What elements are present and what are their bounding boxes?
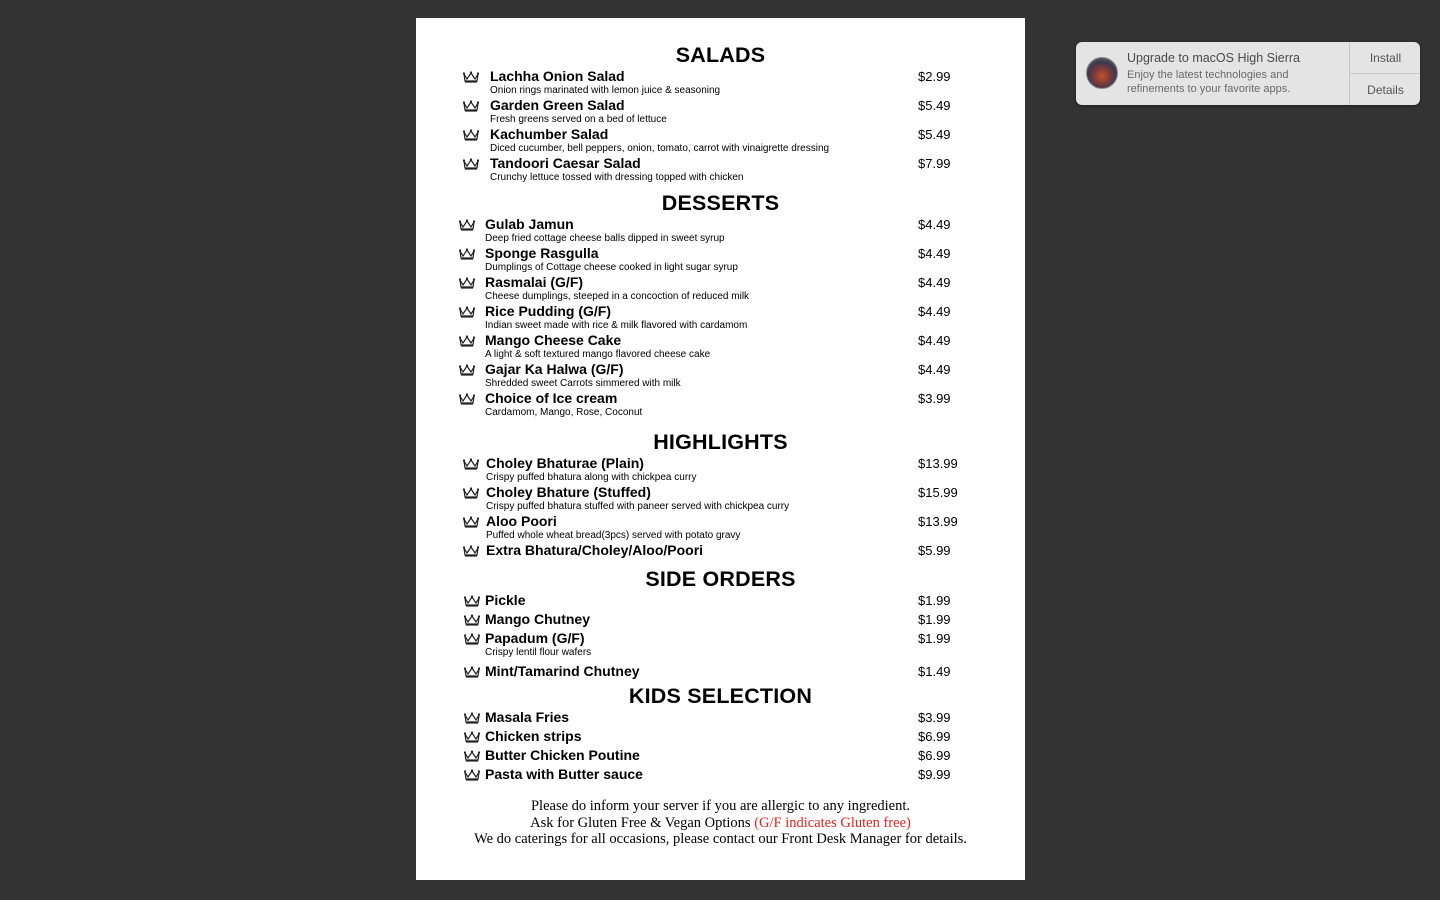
menu-item-price: $1.99 <box>918 631 951 646</box>
menu-item-price: $4.49 <box>918 275 951 290</box>
menu-item-price: $2.99 <box>918 69 951 84</box>
menu-item-description: Crispy puffed bhatura along with chickpea curry <box>486 472 697 483</box>
menu-item-description: Crispy lentil flour wafers <box>485 647 592 658</box>
menu-item-price: $1.99 <box>918 612 951 627</box>
crown-icon <box>464 594 480 606</box>
footer-catering-note: We do caterings for all occasions, please contact our Front Desk Manager for details. <box>474 831 967 847</box>
menu-item-name: Gajar Ka Halwa (G/F) <box>485 361 624 377</box>
notification-actions <box>1349 42 1420 105</box>
install-button[interactable]: Install <box>1350 42 1420 74</box>
menu-item-price: $3.99 <box>918 391 951 406</box>
menu-item-name: Rasmalai (G/F) <box>485 274 584 290</box>
section-title: SALADS <box>675 43 766 67</box>
menu-item-price: $15.99 <box>918 485 958 500</box>
menu-footer <box>416 798 1025 848</box>
menu-item <box>416 275 1025 304</box>
crown-icon <box>459 392 475 404</box>
menu-section-kids-selection <box>416 682 1025 782</box>
menu-item-description: Crispy puffed bhatura stuffed with paneer served with chickpea curry <box>486 501 790 512</box>
details-button[interactable]: Details <box>1367 83 1404 97</box>
menu-item-name: Mango Chutney <box>485 611 590 627</box>
menu-item-description: Diced cucumber, bell peppers, onion, tomato, carrot with vinaigrette dressing <box>490 143 830 154</box>
crown-icon <box>463 457 479 469</box>
footer-gluten-text: Ask for Gluten Free & Vegan Options <box>530 814 755 831</box>
menu-sections <box>416 41 1025 782</box>
crown-icon <box>464 665 480 677</box>
menu-item-price: $13.99 <box>918 456 958 471</box>
crown-icon <box>463 99 479 111</box>
menu-item <box>416 304 1025 333</box>
menu-item <box>416 391 1025 420</box>
menu-item-description: Cardamom, Mango, Rose, Coconut <box>485 407 643 418</box>
menu-item <box>416 362 1025 391</box>
menu-item-description: Crunchy lettuce tossed with dressing topped with chicken <box>490 172 744 183</box>
menu-item-name: Pasta with Butter sauce <box>485 766 643 782</box>
crown-icon <box>463 515 479 527</box>
menu-item <box>416 156 1025 185</box>
menu-item-price: $7.99 <box>918 156 951 171</box>
menu-item-name: Mint/Tamarind Chutney <box>485 663 640 679</box>
menu-item <box>416 217 1025 246</box>
menu-item-name: Aloo Poori <box>486 513 557 529</box>
menu-item <box>416 127 1025 156</box>
macos-high-sierra-icon <box>1086 57 1118 89</box>
menu-item-description: Fresh greens served on a bed of lettuce <box>490 114 667 125</box>
crown-icon <box>459 247 475 259</box>
menu-item-price: $3.99 <box>918 710 951 725</box>
menu-item-description: Puffed whole wheat bread(3pcs) served with potato gravy <box>486 530 741 541</box>
menu-item-price: $4.49 <box>918 246 951 261</box>
menu-section-desserts <box>416 189 1025 420</box>
section-title: KIDS SELECTION <box>628 684 813 708</box>
section-title: DESSERTS <box>661 191 780 215</box>
menu-item <box>416 485 1025 514</box>
menu-item <box>416 246 1025 275</box>
notification-body: Enjoy the latest technologies and refinements to your favorite apps. <box>1127 69 1291 95</box>
menu-item-description: Deep fried cottage cheese balls dipped in sweet syrup <box>485 233 725 244</box>
notification-title: Upgrade to macOS High Sierra <box>1127 51 1300 65</box>
crown-icon <box>464 632 480 644</box>
menu-item-name: Masala Fries <box>485 709 570 725</box>
menu-item-name: Pickle <box>485 592 526 608</box>
menu-item-name: Sponge Rasgulla <box>485 245 599 261</box>
menu-item-description: Cheese dumplings, steeped in a concoction of reduced milk <box>485 291 750 302</box>
menu-item-price: $4.49 <box>918 217 951 232</box>
menu-item-price: $1.99 <box>918 593 951 608</box>
crown-icon <box>464 613 480 625</box>
menu-item-price: $5.99 <box>918 543 951 558</box>
menu-item-description: Indian sweet made with rice & milk flavored with cardamom <box>485 320 748 331</box>
crown-icon <box>459 305 475 317</box>
menu-item <box>416 456 1025 485</box>
crown-icon <box>463 544 479 556</box>
menu-item-name: Mango Cheese Cake <box>485 332 622 348</box>
menu-item-name: Choley Bhature (Stuffed) <box>486 484 651 500</box>
menu-item-price: $13.99 <box>918 514 958 529</box>
menu-item-description: Onion rings marinated with lemon juice & seasoning <box>490 85 721 96</box>
menu-item-name: Choice of Ice cream <box>485 390 618 406</box>
crown-icon <box>459 363 475 375</box>
crown-icon <box>463 486 479 498</box>
menu-item-name: Lachha Onion Salad <box>490 68 625 84</box>
footer-allergy-note: Please do inform your server if you are allergic to any ingredient. <box>530 798 911 814</box>
menu-item <box>416 729 1025 744</box>
menu-item <box>416 69 1025 98</box>
menu-item-name: Rice Pudding (G/F) <box>485 303 611 319</box>
crown-icon <box>464 711 480 723</box>
crown-icon <box>463 157 479 169</box>
menu-item <box>416 543 1025 558</box>
menu-item <box>416 664 1025 679</box>
menu-item-price: $5.49 <box>918 127 951 142</box>
menu-item <box>416 767 1025 782</box>
menu-item-price: $9.99 <box>918 767 951 782</box>
menu-item <box>416 98 1025 127</box>
menu-item-description: A light & soft textured mango flavored cheese cake <box>485 349 711 360</box>
menu-item <box>416 333 1025 362</box>
menu-item-name: Butter Chicken Poutine <box>485 747 640 763</box>
menu-item <box>416 514 1025 543</box>
menu-item-price: $6.99 <box>918 729 951 744</box>
menu-item-name: Chicken strips <box>485 728 582 744</box>
section-title: HIGHLIGHTS <box>653 430 788 454</box>
menu-item <box>416 631 1025 660</box>
menu-item <box>416 748 1025 763</box>
footer-gluten-note <box>416 815 1025 832</box>
menu-item-price: $5.49 <box>918 98 951 113</box>
crown-icon <box>463 70 479 82</box>
footer-gluten-legend: (G/F indicates Gluten free) <box>754 814 911 831</box>
menu-item <box>416 612 1025 627</box>
menu-item-description: Shredded sweet Carrots simmered with milk <box>485 378 681 389</box>
crown-icon <box>459 218 475 230</box>
menu-item-name: Papadum (G/F) <box>485 630 585 646</box>
menu-item-name: Tandoori Caesar Salad <box>490 155 641 171</box>
crown-icon <box>459 334 475 346</box>
menu-item-name: Garden Green Salad <box>490 97 625 113</box>
menu-page <box>416 18 1025 880</box>
menu-item-price: $4.49 <box>918 304 951 319</box>
menu-item-description: Dumplings of Cottage cheese cooked in light sugar syrup <box>485 262 738 273</box>
menu-section-salads <box>416 41 1025 185</box>
menu-item-name: Gulab Jamun <box>485 216 574 232</box>
section-title: SIDE ORDERS <box>645 567 796 591</box>
crown-icon <box>464 749 480 761</box>
menu-item <box>416 593 1025 608</box>
menu-item-name: Kachumber Salad <box>490 126 609 142</box>
crown-icon <box>463 128 479 140</box>
menu-item-price: $6.99 <box>918 748 951 763</box>
menu-item-name: Extra Bhatura/Choley/Aloo/Poori <box>486 542 704 558</box>
crown-icon <box>459 276 475 288</box>
menu-item-price: $4.49 <box>918 362 951 377</box>
menu-item-name: Choley Bhaturae (Plain) <box>486 455 644 471</box>
upgrade-notification[interactable] <box>1076 42 1420 105</box>
menu-item-price: $1.49 <box>918 664 951 679</box>
menu-item <box>416 710 1025 725</box>
crown-icon <box>464 768 480 780</box>
menu-section-highlights <box>416 428 1025 558</box>
menu-section-side-orders <box>416 565 1025 679</box>
crown-icon <box>464 730 480 742</box>
menu-item-price: $4.49 <box>918 333 951 348</box>
